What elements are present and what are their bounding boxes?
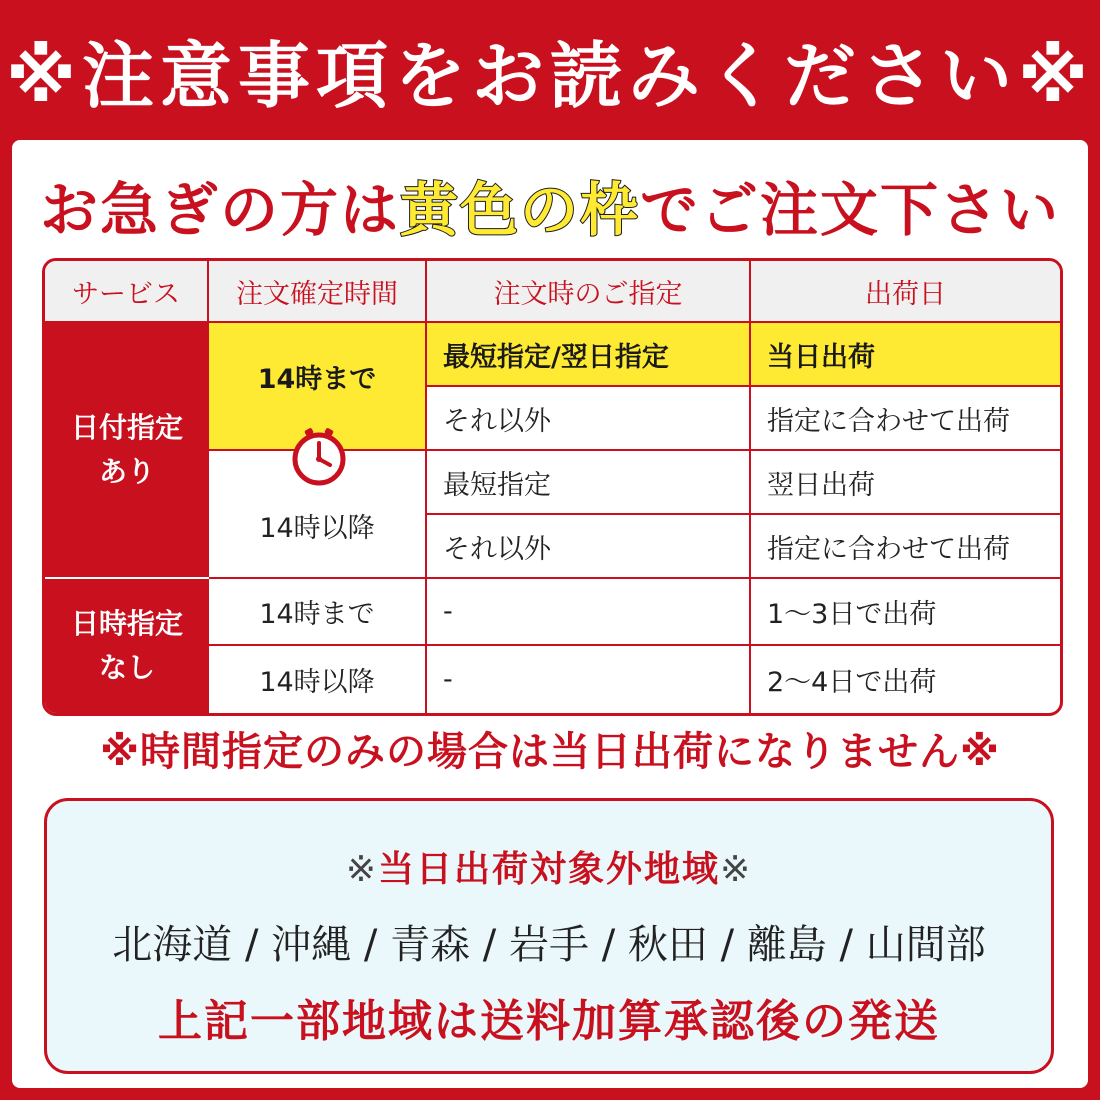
spec-cell: 最短指定: [427, 451, 751, 515]
ship-cell: 指定に合わせて出荷: [751, 515, 1060, 579]
shipping-table: [42, 258, 1063, 716]
time-label: 14時まで: [257, 364, 377, 395]
subtitle-highlight-yellow: 黄色: [399, 176, 520, 244]
time-cell-after-14-nodate: 14時以降: [209, 646, 427, 713]
subtitle-part3: でご注文下さい: [640, 176, 1061, 244]
note-mark: ※: [345, 849, 378, 890]
excluded-title-text: 当日出荷対象外地域: [377, 849, 720, 890]
header-order-spec: 注文時のご指定: [427, 261, 751, 323]
service-label-line2: あり: [98, 455, 155, 488]
subtitle: [12, 170, 1088, 250]
service-label-line1: 日付指定: [70, 411, 183, 444]
excluded-regions-note: 上記一部地域は送料加算承認後の発送: [158, 996, 940, 1047]
clock-icon: [289, 427, 349, 487]
spec-cell: 最短指定/翌日指定: [427, 323, 751, 387]
spec-cell: -: [427, 579, 751, 646]
excluded-regions-title: [47, 841, 1051, 892]
service-datetime-unspecified: [45, 579, 209, 713]
time-spec-notice: ※時間指定のみの場合は当日出荷になりません※: [100, 729, 1000, 775]
content-panel: [12, 140, 1088, 1088]
note-mark: ※: [720, 849, 753, 890]
ship-cell: 指定に合わせて出荷: [751, 387, 1060, 451]
excluded-regions-box: [44, 798, 1054, 1074]
service-label-line2: なし: [98, 651, 155, 684]
ship-cell: 2〜4日で出荷: [767, 667, 937, 698]
header-title: ※注意事項をお読みください※: [6, 34, 1094, 118]
spec-cell: -: [427, 646, 751, 713]
excluded-regions-list: 北海道 / 沖縄 / 青森 / 岩手 / 秋田 / 離島 / 山間部: [112, 922, 986, 968]
spec-cell: それ以外: [427, 515, 751, 579]
ship-cell: 翌日出荷: [751, 451, 1060, 515]
header-order-time: 注文確定時間: [209, 261, 427, 323]
spec-cell: それ以外: [427, 387, 751, 451]
time-cell-before-14-nodate: 14時まで: [209, 579, 427, 646]
subtitle-highlight-frame: 枠: [580, 176, 641, 244]
time-label: 14時以降: [259, 512, 375, 544]
service-label-line1: 日時指定: [70, 607, 183, 640]
subtitle-highlight-no: の: [519, 176, 580, 244]
subtitle-part1: お急ぎの方は: [39, 176, 400, 244]
header-ship-date: 出荷日: [751, 261, 1060, 323]
ship-cell: 当日出荷: [751, 323, 1060, 387]
service-date-specified: [45, 323, 209, 579]
page-header: [0, 0, 1100, 140]
header-service: サービス: [45, 261, 209, 323]
ship-cell: 1〜3日で出荷: [751, 579, 1060, 646]
